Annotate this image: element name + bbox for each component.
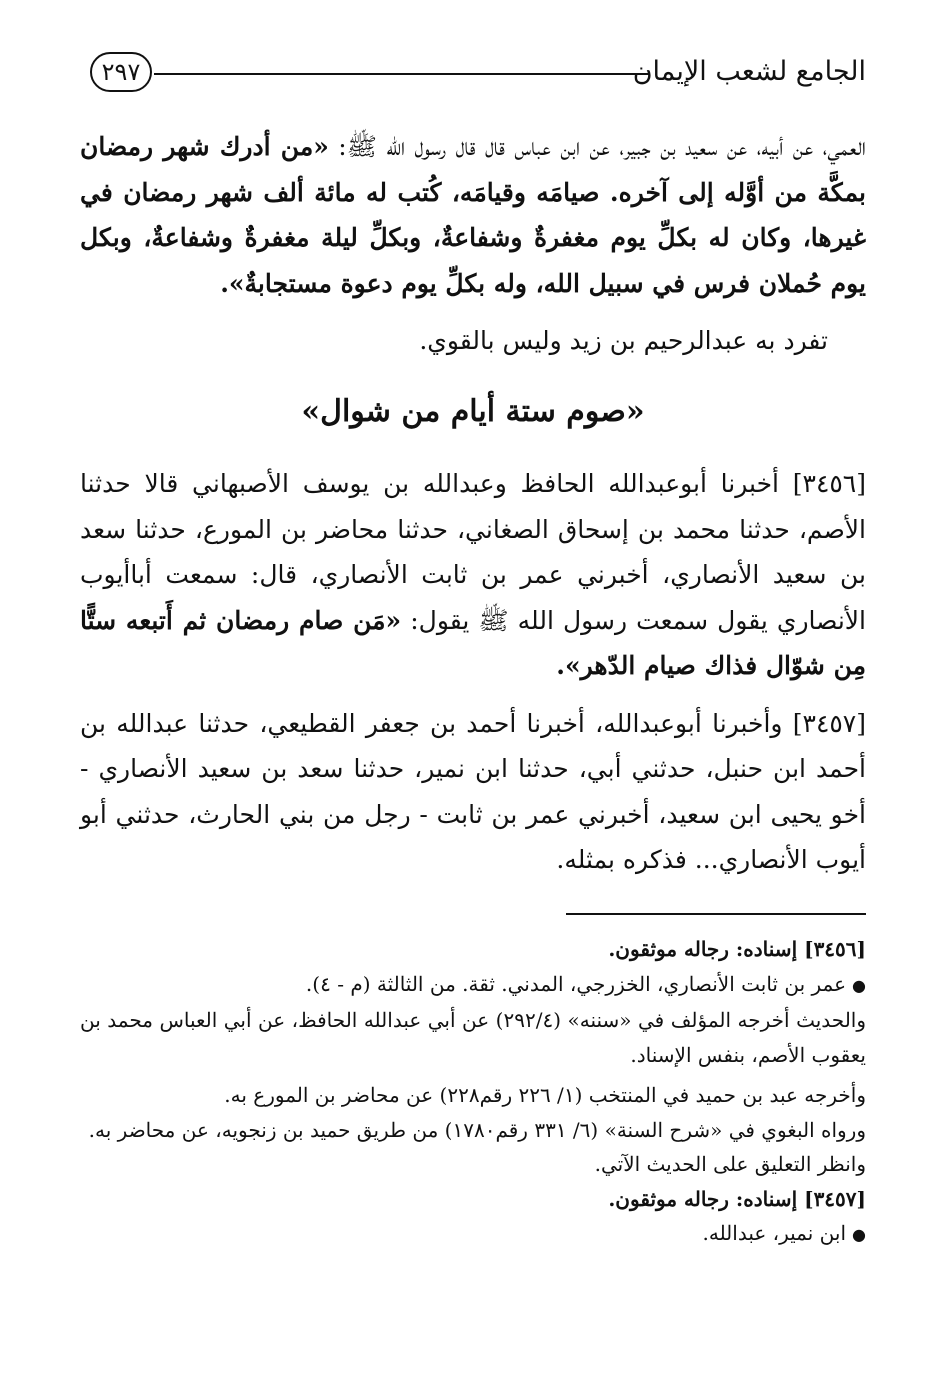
hadith-quote: «من أدرك شهر رمضان بمكَّة من أوَّله إلى آخره. صيامَه وقيامَه، كُتب له مائة ألف شهر رمضان في غيرها، وكان له بكلِّ يوم مغفرةٌ وشفاعةٌ، وبكلِّ ليلة مغفرةٌ وشفاعةٌ، وبكل يوم حُملان فرس في سبيل الله، وله بكلِّ يوم دعوة مستجابةٌ».: [80, 132, 866, 298]
running-title: الجامع لشعب الإيمان: [632, 56, 866, 87]
footnote-divider: [566, 913, 866, 915]
footnote-text: ابن نمير، عبدالله.: [702, 1221, 847, 1245]
paragraph-hadith-3456: [80, 461, 866, 689]
footnotes: [80, 932, 866, 1253]
paragraph-hadith-3457: [٣٤٥٧] وأخبرنا أبوعبدالله، أخبرنا أحمد بن جعفر القطيعي، حدثنا عبدالله بن أحمد ابن حنبل، حدثني أبي، حدثنا ابن نمير، حدثنا سعد بن سعيد الأنصاري - أخو يحيى ابن سعيد، أخبرني عمر بن ثابت - رجل من بني الحارث، حدثني أبو أيوب الأنصاري... فذكره بمثله.: [80, 708, 866, 874]
footnote-3457-heading: [٣٤٥٧] إسناده: رجاله موثقون.: [608, 1186, 866, 1211]
footnote-takhrij-2: وأخرجه عبد بن حميد في المنتخب (١/ ٢٢٦ رقم٢٢٨) عن محاضر بن المورع به.: [224, 1083, 866, 1107]
hadith-quote: «مَن صام رمضان ثم أَتبعه ستًّا مِن شوّال فذاك صيام الدّهر».: [80, 605, 866, 680]
paragraph-text: [٣٤٥٦] أخبرنا أبوعبدالله الحافظ وعبدالله بن يوسف الأصبهاني قالا حدثنا الأصم، حدثنا محمد بن إسحاق الصغاني، حدثنا محاضر بن المورع، حدثنا سعد بن سعيد الأنصاري، أخبرني عمر بن ثابت الأنصاري، قال: سمعت أباأيوب الأنصاري يقول سمعت رسول الله ﷺ يقول:: [80, 469, 866, 635]
paragraph-text: العمي، عن أبيه، عن سعيد بن جبير، عن ابن عباس قال قال رسول الله ﷺ:: [328, 132, 866, 161]
footnote-narrator-2: [80, 1216, 866, 1253]
footnote-takhrij-1: والحديث أخرجه المؤلف في «سننه» (٢٩٢/٤) عن أبي عبدالله الحافظ، عن أبي العباس محمد بن يعقوب الأصم، بنفس الإسناد.: [80, 1008, 866, 1067]
paragraph-hadith-continued: [80, 124, 866, 306]
footnote-narrator: [80, 967, 866, 1004]
footnote-text: عمر بن ثابت الأنصاري، الخزرجي، المدني. ثقة. من الثالثة (م - ٤).: [305, 971, 847, 996]
footnote-takhrij-3: ورواه البغوي في «شرح السنة» (٦/ ٣٣١ رقم١٧٨٠) من طريق حميد بن زنجويه، عن محاضر به.: [88, 1117, 866, 1142]
bullet-icon: ●: [852, 975, 866, 995]
main-text: [80, 124, 866, 883]
grading-note: تفرد به عبدالرحيم بن زيد وليس بالقوي.: [419, 326, 828, 355]
page-header: [90, 44, 866, 104]
section-heading: «صوم ستة أيام من شوال»: [301, 394, 645, 429]
footnote-3456-heading: [٣٤٥٦] إسناده: رجاله موثقون.: [608, 937, 866, 961]
header-rule: [154, 73, 650, 75]
bullet-icon: ●: [852, 1225, 866, 1244]
footnote-see-also: وانظر التعليق على الحديث الآتي.: [594, 1152, 866, 1176]
page-number-badge: ٢٩٧: [90, 52, 152, 92]
